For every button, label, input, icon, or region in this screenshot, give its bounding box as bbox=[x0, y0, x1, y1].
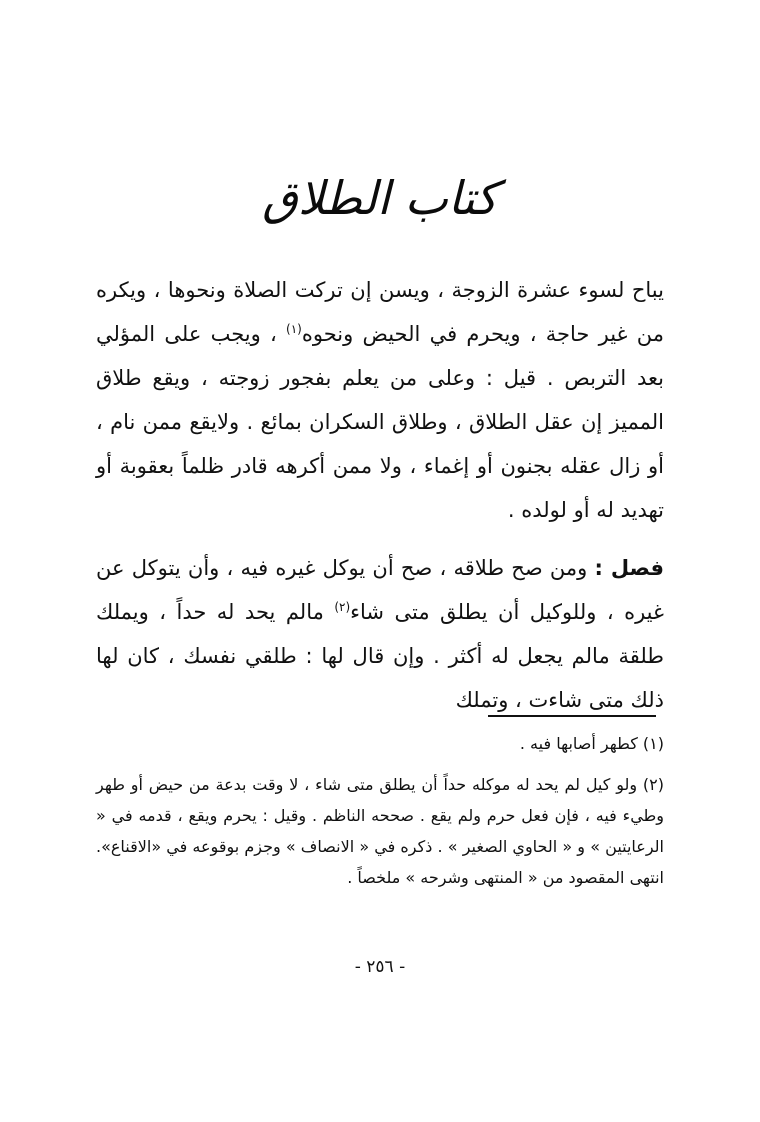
paragraph-2 bbox=[96, 546, 664, 722]
section-label: فصل : bbox=[594, 556, 665, 580]
footnote-ref-1[interactable]: (١) bbox=[286, 322, 302, 336]
main-text bbox=[96, 268, 664, 722]
footnote-divider bbox=[488, 715, 656, 717]
paragraph-2-text-a: ومن صح طلاقه ، صح أن يوكل غيره فيه ، وأن يتوكل عن غيره ، وللوكيل أن يطلق متى شاء bbox=[96, 556, 664, 624]
paragraph-1 bbox=[96, 268, 664, 532]
chapter-title: كتاب الطلاق bbox=[262, 171, 498, 225]
footnote-1: (١) كطهر أصابها فيه . bbox=[519, 734, 664, 753]
footnotes-section bbox=[96, 728, 664, 893]
footnote-ref-2[interactable]: (٢) bbox=[334, 600, 351, 614]
page-number: - ٢٥٦ - bbox=[354, 957, 406, 977]
paragraph-1-text-a: يباح لسوء عشرة الزوجة ، ويسن إن تركت الصلاة ونحوها ، ويكره من غير حاجة ، ويحرم في الحيض ونحوه bbox=[96, 278, 664, 346]
paragraph-2-text-b: مالم يحد له حداً ، ويملك طلقة مالم يجعل له أكثر . وإن قال لها : طلقي نفسك ، كان لها ذلك متى شاءت ، وتملك bbox=[96, 600, 664, 712]
paragraph-1-text-b: ، ويجب على المؤلي بعد التربص . قيل : وعلى من يعلم بفجور زوجته ، ويقع طلاق المميز إن عقل الطلاق ، وطلاق السكران بمائع . ولايقع ممن نام ، أو زال عقله بجنون أو إغماء ، ولا ممن أكرهه قادر ظلماً بعقوبة أو تهديد له أو لولده . bbox=[96, 322, 664, 522]
footnote-2: (٢) ولو كيل لم يحد له موكله حداً أن يطلق متى شاء ، لا وقت بدعة من حيض أو طهر وطيء فيه ، فإن فعل حرم ولم يقع . صححه الناظم . وقيل : يحرم ويقع ، قدمه في « الرعايتين » و « الحاوي الصغير » . ذكره في « الانصاف » وجزم بوقوعه في «الاقناع». انتهى المقصود من « المنتهى وشرحه » ملخصاً . bbox=[96, 775, 664, 887]
